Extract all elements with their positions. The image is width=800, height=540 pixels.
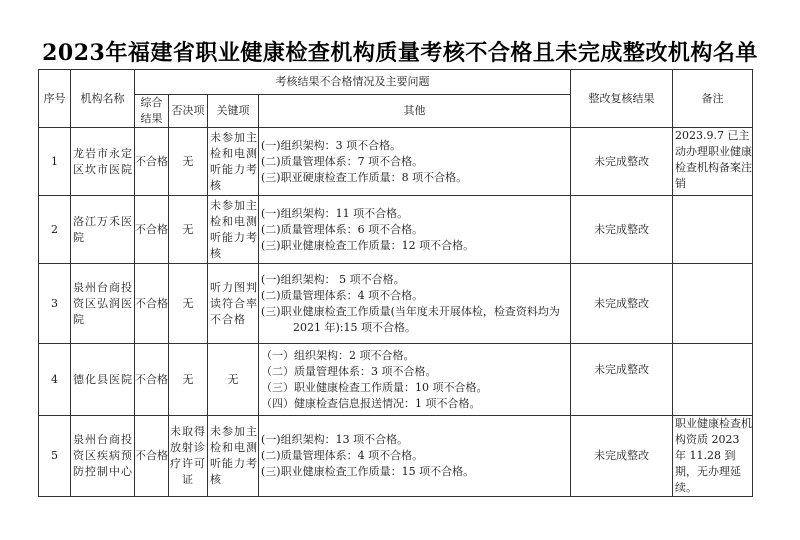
page-title: 2023年福建省职业健康检查机构质量考核不合格且未完成整改机构名单: [42, 40, 758, 66]
cell-review: 未完成整改: [571, 416, 673, 497]
cell-index: 1: [39, 128, 71, 196]
table-row: [39, 196, 753, 264]
header-group: 考核结果不合格情况及主要问题: [135, 70, 571, 95]
cell-veto: 无: [169, 128, 208, 196]
cell-index: 2: [39, 196, 71, 264]
cell-review: 未完成整改: [571, 196, 673, 264]
cell-key: 无: [208, 344, 259, 416]
cell-other: (一)组织架构：3 项不合格。 (二)质量管理体系：7 项不合格。 (三)职亚硬康检查工作质量：8 项不合格。: [259, 128, 571, 196]
cell-other: (一)组织架构：11 项不合格。 (二)质量管理体系：6 项不合格。 (三)职业健康检查工作质量：12 项不合格。: [259, 196, 571, 264]
cell-remarks: [673, 264, 753, 344]
header-review: 整改复核结果: [571, 70, 673, 128]
cell-key: 听力图判读符合率不合格: [208, 264, 259, 344]
table-row: [39, 128, 753, 196]
cell-other: (一)组织架构：13 项不合格。 (二)质量管理体系：4 项不合格。 (三)职业健康检查工作质量：15 项不合格。: [259, 416, 571, 497]
cell-name: 洛江万禾医院: [71, 196, 135, 264]
cell-remarks: 2023.9.7 已主动办理职业健康检查机构备案注销: [673, 128, 753, 196]
header-key: 关键项: [208, 95, 259, 128]
cell-index: 4: [39, 344, 71, 416]
cell-overall: 不合格: [135, 416, 169, 497]
cell-name: 泉州台商投资区疾病预防控制中心: [71, 416, 135, 497]
cell-review: 未完成整改: [571, 344, 673, 416]
cell-overall: 不合格: [135, 344, 169, 416]
cell-overall: 不合格: [135, 128, 169, 196]
cell-name: 龙岩市永定区坎市医院: [71, 128, 135, 196]
header-remarks: 备注: [673, 70, 753, 128]
cell-veto: 未取得放射诊疗许可证: [169, 416, 208, 497]
cell-name: 泉州台商投资区弘润医院: [71, 264, 135, 344]
cell-veto: 无: [169, 264, 208, 344]
cell-index: 3: [39, 264, 71, 344]
cell-index: 5: [39, 416, 71, 497]
header-overall: 综合结果: [135, 95, 169, 128]
header-name: 机构名称: [71, 70, 135, 128]
cell-remarks: 职业健康检查机构资质 2023 年 11.28 到期，无办理延续。: [673, 416, 753, 497]
table-row: [39, 416, 753, 497]
institution-table: [38, 69, 753, 497]
cell-key: 未参加主检和电测听能力考核: [208, 196, 259, 264]
header-index: 序号: [39, 70, 71, 128]
cell-key: 未参加主检和电测听能力考核: [208, 128, 259, 196]
cell-overall: 不合格: [135, 264, 169, 344]
cell-key: 未参加主检和电测听能力考核: [208, 416, 259, 497]
cell-review: 未完成整改: [571, 264, 673, 344]
cell-other: （一）组织架构：2 项不合格。 （二）质量管理体系：3 项不合格。 （三）职业健康检查工作质量：10 项不合格。 （四）健康检查信息报送情况：1 项不合格。: [259, 344, 571, 416]
cell-review: 未完成整改: [571, 128, 673, 196]
table-row: [39, 344, 753, 416]
table-row: [39, 264, 753, 344]
cell-veto: 无: [169, 196, 208, 264]
cell-overall: 不合格: [135, 196, 169, 264]
cell-remarks: [673, 196, 753, 264]
cell-veto: 无: [169, 344, 208, 416]
cell-other: (一)组织架构： 5 项不合格。 (二)质量管理体系：4 项不合格。 (三)职业健康检查工作质量(当年度未开展体检，检查资料均为 2021 年):15 项不合格。: [259, 264, 571, 344]
header-other: 其他: [259, 95, 571, 128]
cell-name: 德化县医院: [71, 344, 135, 416]
cell-remarks: [673, 344, 753, 416]
header-veto: 否决项: [169, 95, 208, 128]
